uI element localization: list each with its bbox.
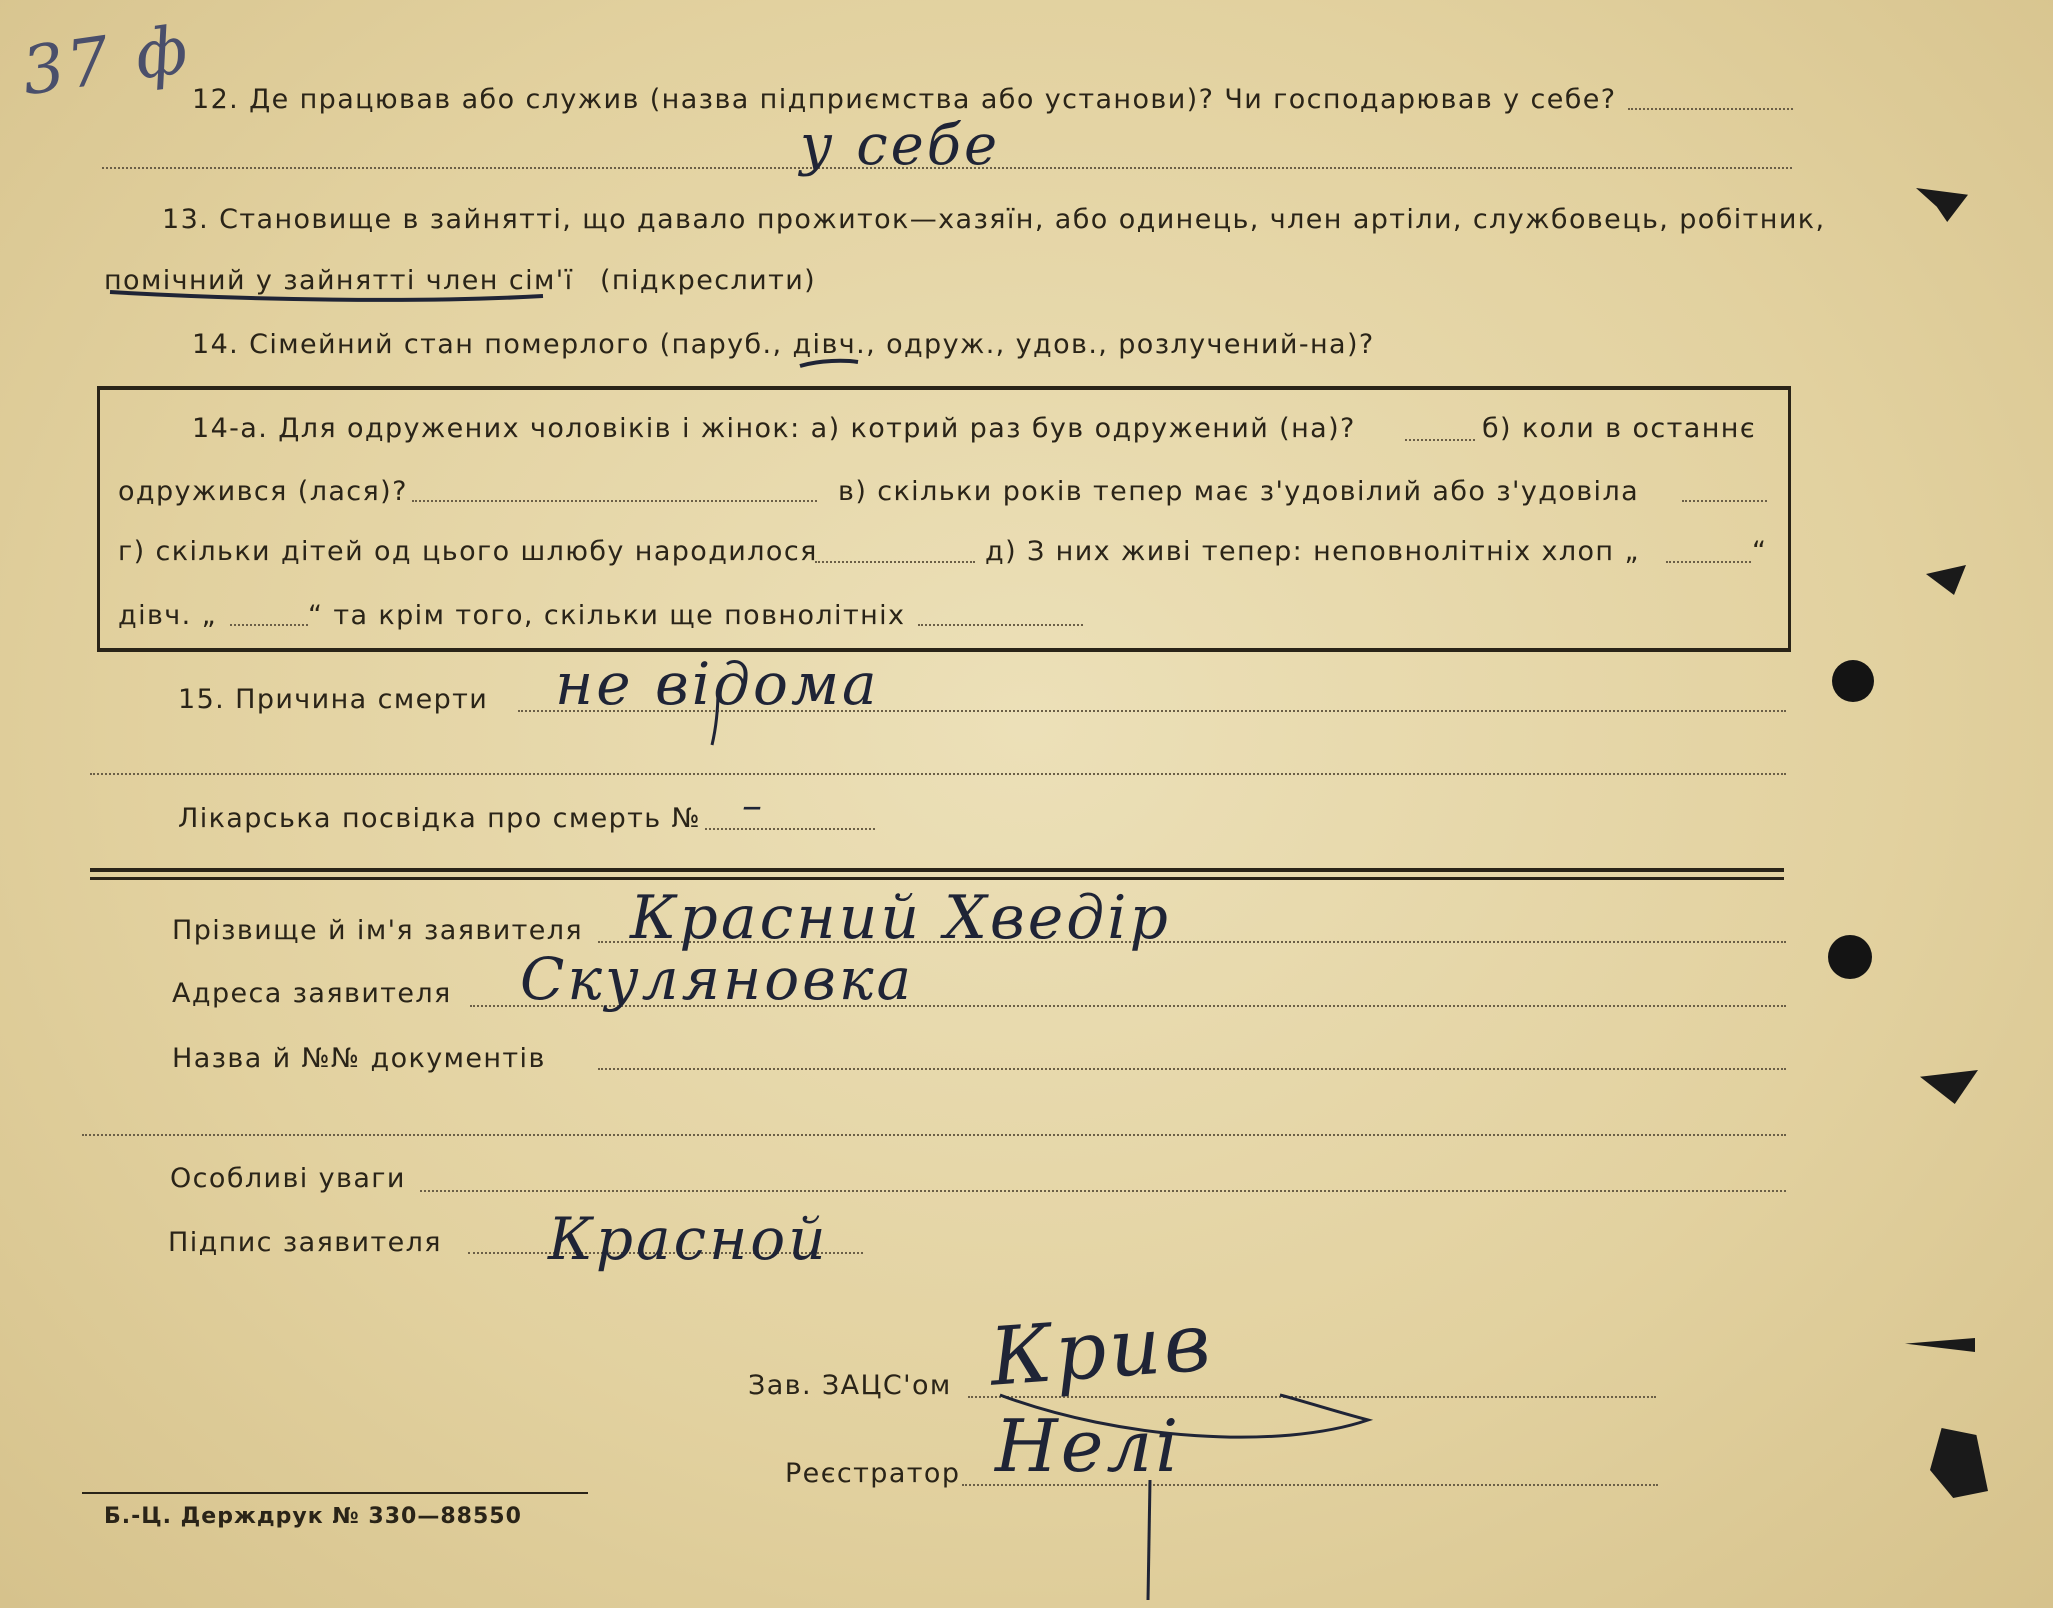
q14a-line4-b: “ та крім того, скільки ще повнолітніх xyxy=(308,600,906,631)
q14a-line3-a: г) скільки дітей од цього шлюбу народилося xyxy=(118,536,818,567)
q15-label: 15. Причина смерти xyxy=(178,684,489,715)
registrar-signature-stroke xyxy=(1148,1480,1150,1600)
head-label: Зав. ЗАЦС'ом xyxy=(748,1370,952,1401)
q14-underline-stroke xyxy=(800,361,858,366)
q14a-line1-b: б) коли в останнє xyxy=(1482,413,1757,444)
registrar-label: Реєстратор xyxy=(785,1458,961,1489)
q12-answer: у себе xyxy=(800,113,1001,178)
page-number-mark: 37 ф xyxy=(17,10,196,111)
q13-label-line1: 13. Становище в зайнятті, що давало прожиток—хазяїн, або одинець, член артіли, службовець, робітник, xyxy=(162,204,1826,235)
q14a-line3-b: д) З них живі тепер: неповнолітніх хлоп „ xyxy=(985,536,1640,567)
q14-label: 14. Сімейний стан померлого (паруб., дівч., одруж., удов., розлучений-на)? xyxy=(192,329,1375,360)
applicant-remarks-label: Особливі уваги xyxy=(170,1163,406,1194)
q14a-line1-a: 14-а. Для одружених чоловіків і жінок: а) котрий раз був одружений (на)? xyxy=(192,413,1356,444)
q14a-line4-a: дівч. „ xyxy=(118,600,217,631)
q15-answer: не відома xyxy=(555,650,880,718)
medical-label: Лікарська посвідка про смерть № xyxy=(178,803,702,834)
binding-hole-1 xyxy=(1832,660,1874,702)
q13-label-selected: помічний у зайнятті член сім'ї xyxy=(104,265,574,296)
q14a-line2-b: в) скільки років тепер має з'удовілий або з'удовіла xyxy=(838,476,1640,507)
binding-hole-2 xyxy=(1828,935,1872,979)
q13-underline-stroke xyxy=(110,292,543,300)
q13-label-note: (підкреслити) xyxy=(600,265,817,296)
registrar-signature: Нелі xyxy=(995,1404,1182,1488)
applicant-name-label: Прізвище й ім'я заявителя xyxy=(172,915,584,946)
head-signature-stroke xyxy=(1000,1395,1368,1437)
printer-imprint: Б.-Ц. Держдрук № 330—88550 xyxy=(104,1504,522,1529)
q14a-line3-c: “ xyxy=(1752,536,1768,567)
applicant-signature-label: Підпис заявителя xyxy=(168,1227,442,1258)
q15-answer-stroke xyxy=(712,690,718,745)
medical-answer: – xyxy=(742,783,765,829)
applicant-signature-value: Красной xyxy=(548,1205,829,1273)
applicant-name-value: Красний Хведір xyxy=(630,883,1171,953)
q12-label: 12. Де працював або служив (назва підприємства або установи)? Чи господарював у себе? xyxy=(192,84,1617,115)
q14a-line2-a: одружився (лася)? xyxy=(118,476,408,507)
applicant-address-label: Адреса заявителя xyxy=(172,978,452,1009)
head-signature: Крив xyxy=(986,1295,1217,1404)
applicant-docs-label: Назва й №№ документів xyxy=(172,1043,546,1074)
applicant-address-value: Скуляновка xyxy=(520,945,915,1013)
